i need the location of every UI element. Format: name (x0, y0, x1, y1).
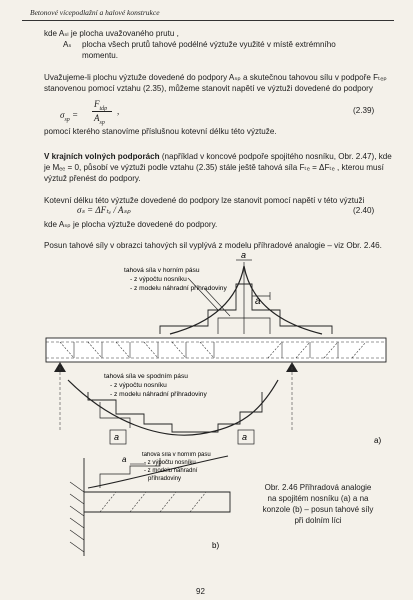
svg-text:- z výpočtu nosníku: - z výpočtu nosníku (130, 276, 187, 283)
text-line: je Mₑₑ = 0, působí ve výztuži podle vztahu (2.35) stále ještě tahová síla Fₜₑ = ΔFₜₑ , kterou musí (44, 163, 384, 172)
figure-a-truss-analogy (40, 252, 392, 452)
text-line: kde Aₛₗ je plocha uvažovaného prutu , (44, 29, 179, 38)
text-line: Aₛ (63, 40, 72, 49)
text-line: výztuž přenést do podpory. (44, 174, 141, 183)
label-bottom-tension: tahová síla ve spodním pásu (104, 373, 188, 380)
svg-text:a: a (122, 455, 127, 464)
svg-text:- z modelu náhradní příhradovi: - z modelu náhradní příhradoviny (110, 391, 207, 398)
equation-number: (2.40) (353, 206, 375, 215)
svg-text:příhradoviny: příhradoviny (148, 476, 182, 482)
text-line: Posun tahové síly v obrazci tahových sil vyplývá z modelu příhradové analogie – viz Obr. 2.46. (44, 241, 382, 250)
equation-2-40: σₛ = ΔFₜₑ / Aₛₚ (77, 205, 131, 215)
svg-text:a: a (255, 296, 261, 307)
running-header (22, 6, 394, 21)
svg-text:- z modelu náhradní příhradovi: - z modelu náhradní příhradoviny (130, 285, 227, 292)
svg-text:a: a (241, 252, 247, 260)
panel-label-a: a) (374, 436, 382, 445)
page-number: 92 (196, 587, 205, 596)
svg-text:a: a (242, 432, 248, 442)
equation-number: (2.39) (353, 106, 375, 115)
text-line: Uvažujeme-li plochu výztuže dovedené do podpory Aₛₚ a skutečnou tahovou sílu v podpoře Fₜₑₚ (44, 73, 387, 82)
label-top-tension: tahová síla v horním pásu (124, 267, 200, 274)
text-line: stanovenou pomocí vztahu (2.35), můžeme stanovit napětí ve výztuži dovedené do podpory (44, 84, 373, 93)
header-text: Betonové vícepodlažní a halové konstrukce (30, 8, 160, 17)
figure-b-cantilever (60, 452, 260, 560)
text-line: V krajních volných podporách (například v koncové podpoře spojitého nosníku, Obr. 2.47), kde (44, 152, 392, 161)
text-line: kde Aₛₚ je plocha výztuže dovedené do podpory. (44, 220, 218, 229)
svg-text:- z výpočtu nosníku: - z výpočtu nosníku (110, 382, 167, 389)
panel-label-b: b) (212, 541, 220, 550)
text-line: pomocí kterého stanovíme příslušnou kotevní délku této výztuže. (44, 127, 277, 136)
text-line: Kotevní délku této výztuže dovedené do podpory lze stanovit pomocí napětí v této výztuži (44, 196, 365, 205)
svg-text:- z modelu náhradní: - z modelu náhradní (144, 468, 198, 474)
label-b-tension: tahová síla v horním pásu (142, 452, 211, 458)
text-line: plocha všech prutů tahové podélné výztuže využité v místě extrémního (82, 40, 336, 49)
text-line: momentu. (82, 51, 118, 60)
svg-text:a: a (114, 432, 120, 442)
svg-text:- z výpočtu nosníku: - z výpočtu nosníku (144, 460, 196, 466)
figure-caption: Obr. 2.46 Příhradová analogie na spojitém nosníku (a) a na konzole (b) – posun tahové síly při dolním líci (262, 483, 374, 525)
